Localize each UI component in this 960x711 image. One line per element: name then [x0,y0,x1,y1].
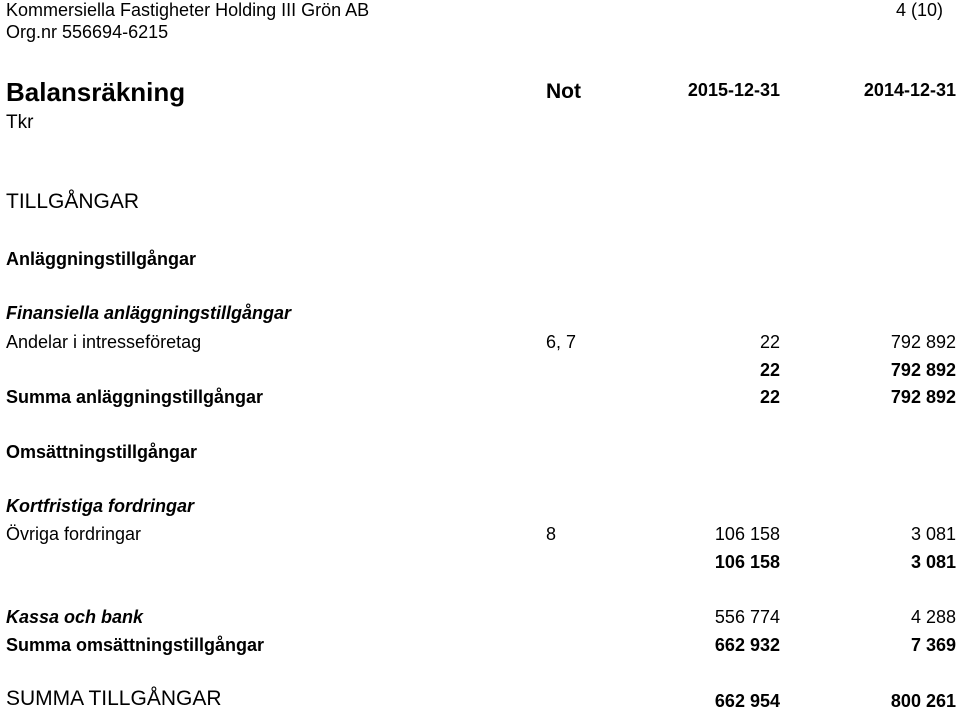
sum-current-label: Summa omsättningstillgångar [6,635,265,655]
sum-current-current: 662 932 [714,635,780,655]
ovriga-previous: 3 081 [910,524,956,544]
financial-fixed-assets-heading: Finansiella anläggningstillgångar [6,303,292,323]
total-assets-current: 662 954 [714,691,780,711]
ovriga-label: Övriga fordringar [6,524,142,544]
ovriga-current: 106 158 [714,524,780,544]
andelar-note: 6, 7 [546,332,577,352]
company-name: Kommersiella Fastigheter Holding III Grön AB [6,0,370,20]
financial-subtotal-previous: 792 892 [890,360,956,380]
org-number: Org.nr 556694-6215 [6,22,169,42]
receivables-subtotal-previous: 3 081 [910,552,956,572]
short-term-receivables-heading: Kortfristiga fordringar [6,496,195,516]
total-assets-previous: 800 261 [890,691,956,711]
current-assets-heading: Omsättningstillgångar [6,442,198,462]
ovriga-note: 8 [546,524,557,544]
sum-fixed-label: Summa anläggningstillgångar [6,387,264,407]
kassa-label: Kassa och bank [6,607,144,627]
total-assets-label: SUMMA TILLGÅNGAR [6,687,222,710]
sum-fixed-previous: 792 892 [890,387,956,407]
previous-year-header: 2014-12-31 [863,80,956,100]
kassa-current: 556 774 [714,607,780,627]
andelar-previous: 792 892 [890,332,956,352]
unit-label: Tkr [6,112,34,133]
sum-current-previous: 7 369 [910,635,956,655]
assets-heading: TILLGÅNGAR [6,190,140,213]
current-year-header: 2015-12-31 [687,80,780,100]
kassa-previous: 4 288 [910,607,956,627]
andelar-current: 22 [759,332,780,352]
page-number: 4 (10) [895,0,943,20]
page-title: Balansräkning [6,77,186,107]
note-column-header: Not [546,80,581,103]
receivables-subtotal-current: 106 158 [714,552,780,572]
sum-fixed-current: 22 [759,387,780,407]
financial-subtotal-current: 22 [759,360,780,380]
fixed-assets-heading: Anläggningstillgångar [6,249,197,269]
andelar-label: Andelar i intresseföretag [6,332,202,352]
